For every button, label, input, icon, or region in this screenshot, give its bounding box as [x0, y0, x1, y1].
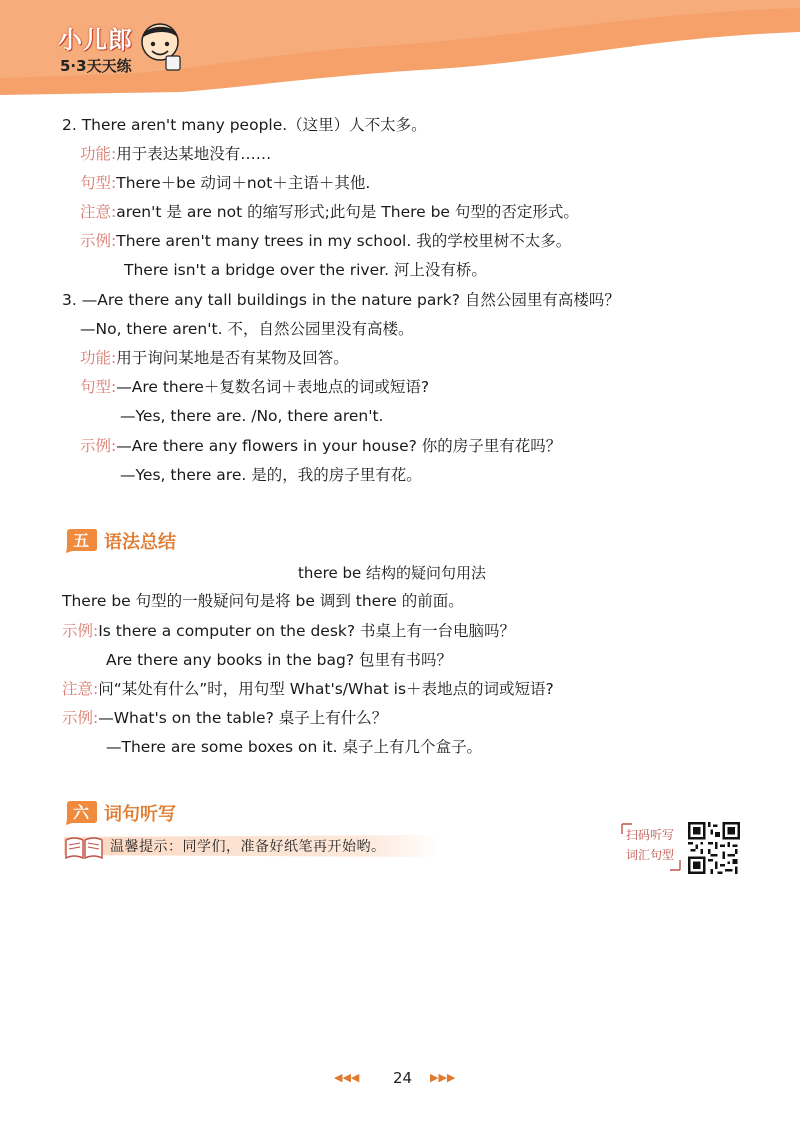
item3-example-2: —Yes, there are. 是的，我的房子里有花。 [120, 466, 422, 484]
pattern-tag: 句型: [80, 174, 117, 192]
qr-code-icon[interactable] [688, 822, 740, 874]
section5-heading [64, 527, 224, 553]
section5-note-row [62, 679, 554, 699]
tip-text: 温馨提示：同学们，准备好纸笔再开始哟。 [110, 839, 386, 855]
section5-example-3: —What's on the table? 桌子上有什么？ [98, 709, 388, 727]
item2-pattern: There＋be 动词＋not＋主语＋其他. [116, 174, 371, 192]
item3-example-1: —Are there any flowers in your house? 你的房子里有花吗？ [116, 437, 562, 455]
open-book-icon [64, 834, 104, 860]
item3-function-row [80, 348, 349, 368]
qr-label-line-2: 词汇句型 [626, 848, 675, 862]
note-tag: 注意: [62, 680, 99, 698]
section5-example-1: Is there a computer on the desk? 书桌上有一台电脑吗？ [98, 622, 516, 640]
item2-note: aren't 是 are not 的缩写形式;此句是 There be 句型的否定形式。 [116, 203, 579, 221]
item3-question: 3. —Are there any tall buildings in the nature park? 自然公园里有高楼吗？ [62, 291, 620, 309]
page-number: 24 [393, 1069, 413, 1087]
function-tag: 功能: [80, 349, 117, 367]
section5-intro: There be 句型的一般疑问句是将 be 调到 there 的前面。 [62, 592, 464, 610]
item3-answer: —No, there aren't. 不，自然公园里没有高楼。 [80, 320, 414, 338]
section-badge-icon [64, 799, 98, 825]
item2-note-row [80, 202, 579, 222]
item2-example-2: There isn't a bridge over the river. 河上没有桥。 [124, 261, 487, 279]
section5-example-row [62, 621, 515, 641]
item3-pattern-2: —Yes, there are. /No, there aren't. [120, 407, 384, 425]
section5-subtitle: there be 结构的疑问句用法 [298, 564, 486, 582]
page-next-arrows: ▶▶▶ [430, 1071, 456, 1084]
pattern-tag: 句型: [80, 378, 117, 396]
example-tag: 示例: [80, 232, 117, 250]
item3-pattern-row [80, 377, 429, 397]
item2-function-row [80, 144, 271, 164]
item3-example-row [80, 436, 561, 456]
item3-pattern-1: —Are there＋复数名词＋表地点的词或短语? [116, 378, 430, 396]
section-badge-icon [64, 527, 98, 553]
mascot-icon [138, 20, 184, 74]
logo-subtitle: 5·3天天练 [60, 57, 132, 75]
item2-title: 2. There aren't many people.（这里）人不太多。 [62, 116, 427, 134]
item2-example-1: There aren't many trees in my school. 我的学校里树不太多。 [116, 232, 572, 250]
section5-title: 语法总结 [104, 532, 176, 553]
function-tag: 功能: [80, 145, 117, 163]
section5-note: 问“某处有什么”时，用句型 What's/What is＋表地点的词或短语? [98, 680, 554, 698]
logo-text: 小儿郎 [58, 26, 133, 54]
section5-example-2: Are there any books in the bag? 包里有书吗？ [106, 651, 452, 669]
qr-label-line-1: 扫码听写 [626, 828, 675, 842]
page-prev-arrows: ◀◀◀ [334, 1071, 360, 1084]
example-tag: 示例: [62, 709, 99, 727]
section6-badge-text: 六 [72, 803, 90, 822]
note-tag: 注意: [80, 203, 117, 221]
section6-title: 词句听写 [104, 804, 176, 825]
item2-example-row [80, 231, 571, 251]
example-tag: 示例: [80, 437, 117, 455]
example-tag: 示例: [62, 622, 99, 640]
section5-example-4: —There are some boxes on it. 桌子上有几个盒子。 [106, 738, 482, 756]
section5-example-row-2 [62, 708, 387, 728]
item2-pattern-row [80, 173, 370, 193]
item2-function: 用于表达某地没有…… [116, 145, 272, 163]
section5-badge-text: 五 [72, 531, 90, 550]
section6-heading [64, 799, 224, 825]
item3-function: 用于询问某地是否有某物及回答。 [116, 349, 349, 367]
